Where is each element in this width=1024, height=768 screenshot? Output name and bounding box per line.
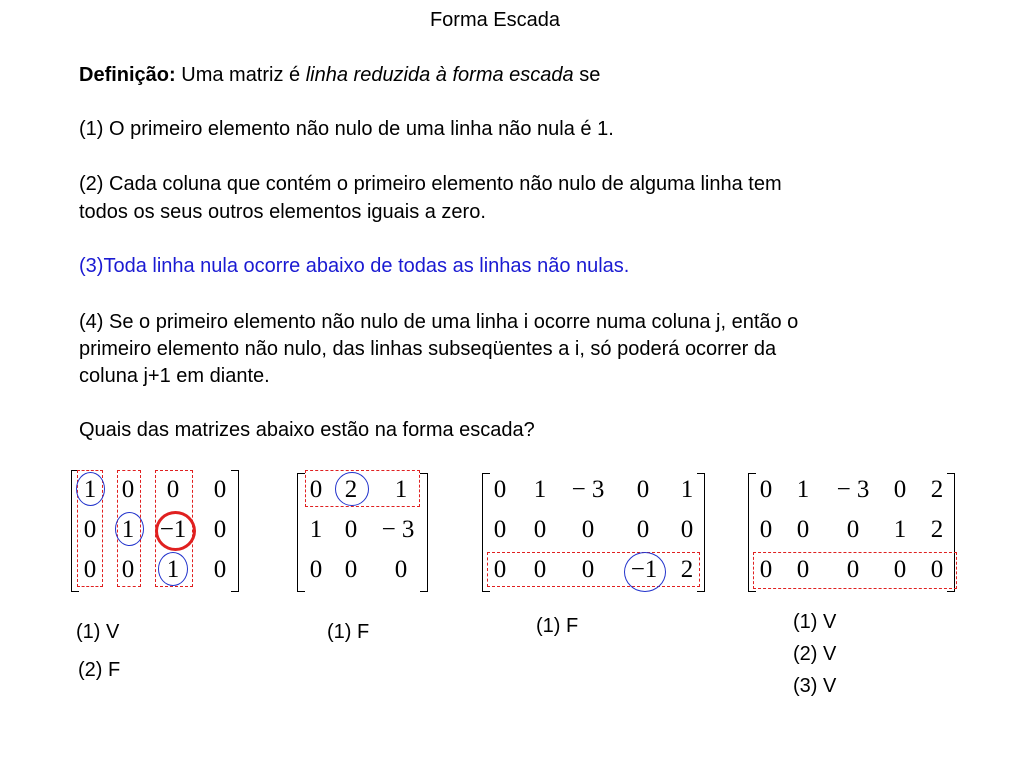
- matrix-1-answer-1: (1) V: [76, 621, 120, 643]
- matrix-cell: 2: [680, 556, 694, 583]
- matrix-cell: 0: [83, 516, 97, 543]
- rule-2-line-2: todos os seus outros elementos iguais a zero.: [79, 201, 486, 223]
- rule-1: (1) O primeiro elemento não nulo de uma linha não nula é 1.: [79, 118, 614, 140]
- matrix-cell: 0: [309, 476, 323, 503]
- matrix-cell: 0: [581, 516, 595, 543]
- rule-4-line-1: (4) Se o primeiro elemento não nulo de uma linha i ocorre numa coluna j, então o: [79, 311, 799, 333]
- matrix-2-answer-1: (1) F: [327, 621, 370, 643]
- matrix-cell: 0: [796, 516, 810, 543]
- question: Quais das matrizes abaixo estão na forma escada?: [79, 419, 535, 441]
- rule-3: (3)Toda linha nula ocorre abaixo de todas as linhas não nulas.: [79, 255, 630, 277]
- matrix-cell: 0: [893, 556, 907, 583]
- matrix-cell: −1: [630, 556, 658, 583]
- matrix-cell: 0: [759, 556, 773, 583]
- page-title: Forma Escada: [429, 9, 561, 31]
- matrix-cell: 1: [394, 476, 408, 503]
- matrix-cell: 0: [166, 476, 180, 503]
- matrix-cell: 2: [344, 476, 358, 503]
- matrix-cell: 1: [533, 476, 547, 503]
- matrix-cell: 0: [796, 556, 810, 583]
- matrix-cell: 0: [893, 476, 907, 503]
- matrix-cell: − 3: [836, 476, 870, 503]
- matrix-cell: 0: [121, 476, 135, 503]
- matrix-cell: 0: [930, 556, 944, 583]
- matrix-cell: − 3: [571, 476, 605, 503]
- matrix-cell: 2: [930, 516, 944, 543]
- matrix-4-answer-3: (3) V: [793, 675, 837, 697]
- matrix-cell: 0: [680, 516, 694, 543]
- matrix-cell: 1: [893, 516, 907, 543]
- matrix-cell: 0: [493, 516, 507, 543]
- matrix-cell: − 3: [381, 516, 415, 543]
- matrix-cell: 0: [83, 556, 97, 583]
- matrix-1-answer-2: (2) F: [78, 659, 121, 681]
- matrix-cell: 0: [533, 516, 547, 543]
- matrix-cell: 0: [344, 556, 358, 583]
- matrix-cell: 0: [493, 476, 507, 503]
- matrix-cell: 2: [930, 476, 944, 503]
- rule-2-line-1: (2) Cada coluna que contém o primeiro elemento não nulo de alguma linha tem: [79, 173, 782, 195]
- definition-text: Uma matriz é: [175, 64, 306, 86]
- rule-4-line-2: primeiro elemento não nulo, das linhas subseqüentes a i, só poderá ocorrer da: [79, 338, 777, 360]
- matrix-cell: 0: [121, 556, 135, 583]
- matrix-3-answer-1: (1) F: [536, 615, 579, 637]
- matrix-cell: 1: [796, 476, 810, 503]
- matrix-cell: 0: [344, 516, 358, 543]
- matrix-cell: 1: [83, 476, 97, 503]
- rule-4-line-3: coluna j+1 em diante.: [79, 365, 270, 387]
- matrix-cell: 0: [581, 556, 595, 583]
- matrix-cell: 0: [846, 556, 860, 583]
- matrix-cell: 0: [636, 476, 650, 503]
- matrix-cell: 0: [213, 556, 227, 583]
- matrix-cell: 0: [309, 556, 323, 583]
- matrix-cell: −1: [159, 516, 187, 543]
- matrix-cell: 0: [213, 476, 227, 503]
- definition-term: linha reduzida à forma escada: [305, 64, 574, 86]
- matrix-cell: 0: [394, 556, 408, 583]
- matrix-4-answer-1: (1) V: [793, 611, 837, 633]
- matrix-2-left-bracket: [297, 473, 305, 592]
- matrix-cell: 0: [759, 476, 773, 503]
- definition-text-end: se: [573, 64, 601, 86]
- matrix-cell: 0: [213, 516, 227, 543]
- matrix-4-answer-2: (2) V: [793, 643, 837, 665]
- matrix-cell: 1: [121, 516, 135, 543]
- matrix-cell: 0: [759, 516, 773, 543]
- matrix-cell: 0: [636, 516, 650, 543]
- matrix-cell: 1: [680, 476, 694, 503]
- definition-line: [79, 62, 600, 88]
- matrix-cell: 1: [309, 516, 323, 543]
- matrix-2-right-bracket: [420, 473, 428, 592]
- matrix-cell: 0: [533, 556, 547, 583]
- matrix-1-right-bracket: [231, 470, 239, 592]
- matrix-cell: 1: [166, 556, 180, 583]
- definition-label: Definição:: [79, 64, 176, 86]
- matrix-cell: 0: [846, 516, 860, 543]
- matrix-cell: 0: [493, 556, 507, 583]
